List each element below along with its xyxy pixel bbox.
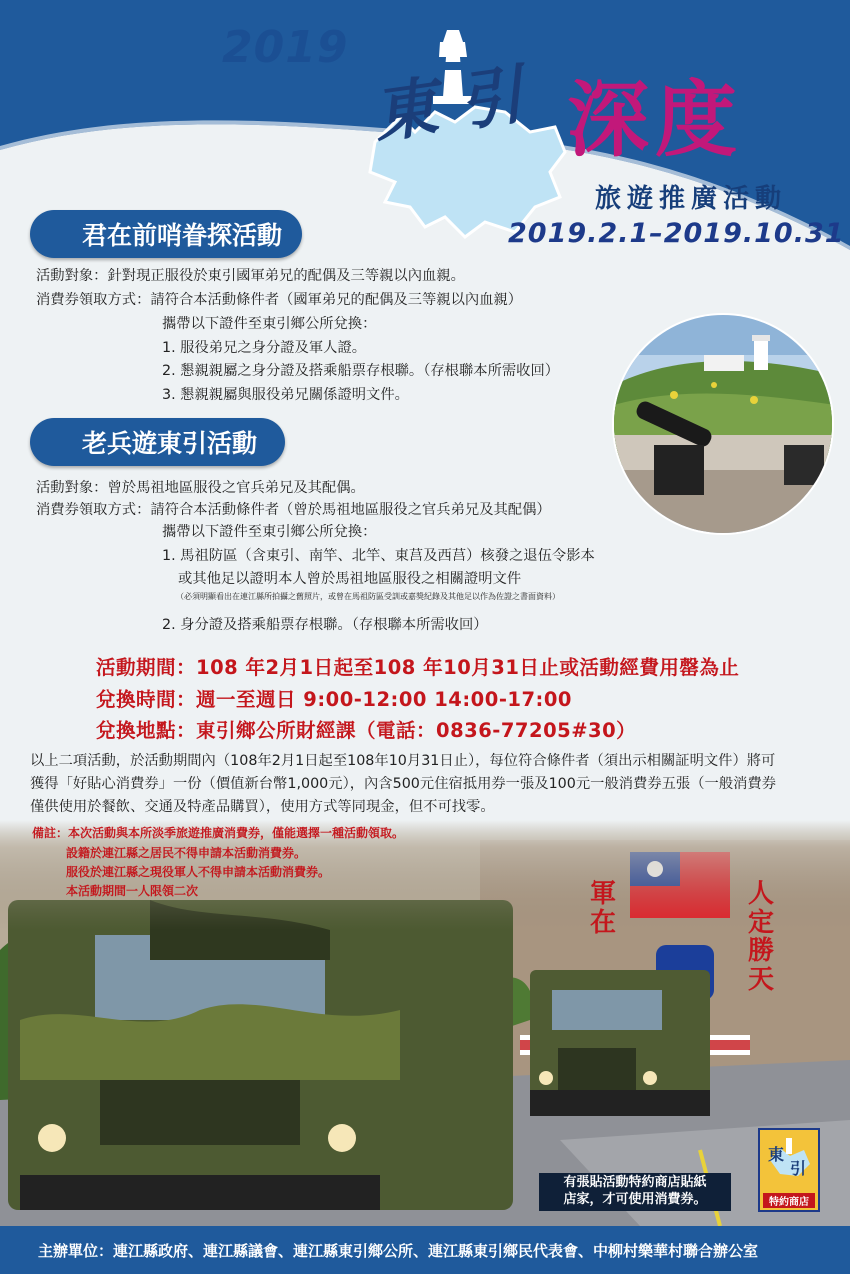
body-text-line-2: 獲得「好貼心消費券」一份（價值新台幣1,000元），內含500元住宿抵用券一張及100元一般消費券五張（一般消費券 (30, 776, 777, 792)
svg-text:東: 東 (768, 1145, 785, 1164)
partner-store-notice-line2: 店家，才可使用消費券。 (563, 1191, 707, 1207)
section2-title-pill: 老兵遊東引活動 (30, 418, 285, 466)
section2-item2: 2. 身分證及搭乘船票存根聯。（存根聯本所需收回） (162, 617, 488, 633)
section2-voucher: 消費券領取方式：請符合本活動條件者（曾於馬祖地區服役之官兵弟兄及其配偶） (36, 502, 551, 518)
section1-item-1: 1. 服役弟兄之身分證及軍人證。 (162, 340, 367, 356)
activity-period: 活動期間：108 年2月1日起至108 年10月31日止或活動經費用罄為止 (96, 656, 740, 679)
section1-carry: 攜帶以下證件至東引鄉公所兌換： (162, 316, 377, 332)
body-text-line-1: 以上二項活動，於活動期間內（108年2月1日起至108年10月31日止），每位符合條件者（須出示相關証明文件）將可 (30, 753, 776, 769)
photo-sign-left: 軍在 (590, 879, 617, 938)
section1-voucher: 消費券領取方式：請符合本活動條件者（國軍弟兄的配偶及三等親以內血親） (36, 292, 523, 308)
note-line-4: 本活動期間一人限領二次 (66, 884, 199, 898)
section2-item1-line2: 或其他足以證明本人曾於馬祖地區服役之相關證明文件 (178, 571, 522, 587)
note-line-1: 備註：本次活動與本所淡季旅遊推廣消費券，僅能選擇一種活動領取。 (32, 826, 405, 840)
photo-sign-right: 人定勝天 (748, 879, 775, 995)
section2-target: 活動對象：曾於馬祖地區服役之官兵弟兄及其配偶。 (36, 480, 365, 496)
section1-item-3: 3. 懇親親屬與服役弟兄關係證明文件。 (162, 387, 409, 403)
note-line-3: 服役於連江縣之現役軍人不得申請本活動消費券。 (66, 865, 331, 879)
body-text-line-3: 僅供使用於餐飲、交通及特產品購買），使用方式等同現金，但不可找零。 (30, 799, 495, 815)
exchange-place: 兌換地點：東引鄉公所財經課（電話：0836-77205#30） (96, 719, 637, 742)
main-title: 深度 (567, 73, 744, 168)
section2-carry: 攜帶以下證件至東引鄉公所兌換： (162, 524, 377, 540)
partner-store-badge-label: 特約商店 (763, 1193, 815, 1208)
section1-target: 活動對象：針對現正服役於東引國軍弟兄的配偶及三等親以內血親。 (36, 268, 465, 284)
section2-item1-note: （必須明顯看出在連江縣所拍攝之舊照片，或曾在馬祖防區受訓或嘉獎紀錄及其他足以作為佐證之書面資料） (176, 592, 560, 601)
partner-store-badge (758, 1128, 820, 1212)
map-title: 東引 (368, 54, 550, 153)
exchange-time: 兌換時間：週一至週日 9:00-12:00 14:00-17:00 (96, 688, 572, 711)
partner-store-notice (539, 1173, 731, 1211)
section1-title-pill: 君在前哨眷探活動 (30, 210, 302, 258)
lighthouse-photo (612, 313, 834, 535)
military-trucks-photo (0, 820, 850, 1226)
header-year: 2019 (222, 22, 349, 73)
section2-item1-line1: 1. 馬祖防區（含東引、南竿、北竿、東莒及西莒）核發之退伍令影本 (162, 548, 595, 564)
section1-item-2: 2. 懇親親屬之身分證及搭乘船票存根聯。（存根聯本所需收回） (162, 363, 560, 379)
partner-store-notice-line1: 有張貼活動特約商店貼紙 (563, 1175, 707, 1190)
subtitle: 旅遊推廣活動 (595, 184, 788, 214)
organizers-footer: 主辦單位：連江縣政府、連江縣議會、連江縣東引鄉公所、連江縣東引鄉民代表會、中柳村樂華村聯合辦公室 (0, 1226, 850, 1274)
svg-text:引: 引 (790, 1159, 807, 1178)
activity-dates: 2019.2.1–2019.10.31 (508, 218, 845, 249)
note-line-2: 設籍於連江縣之居民不得申請本活動消費券。 (66, 846, 307, 860)
badge-logo-icon (760, 1130, 818, 1190)
